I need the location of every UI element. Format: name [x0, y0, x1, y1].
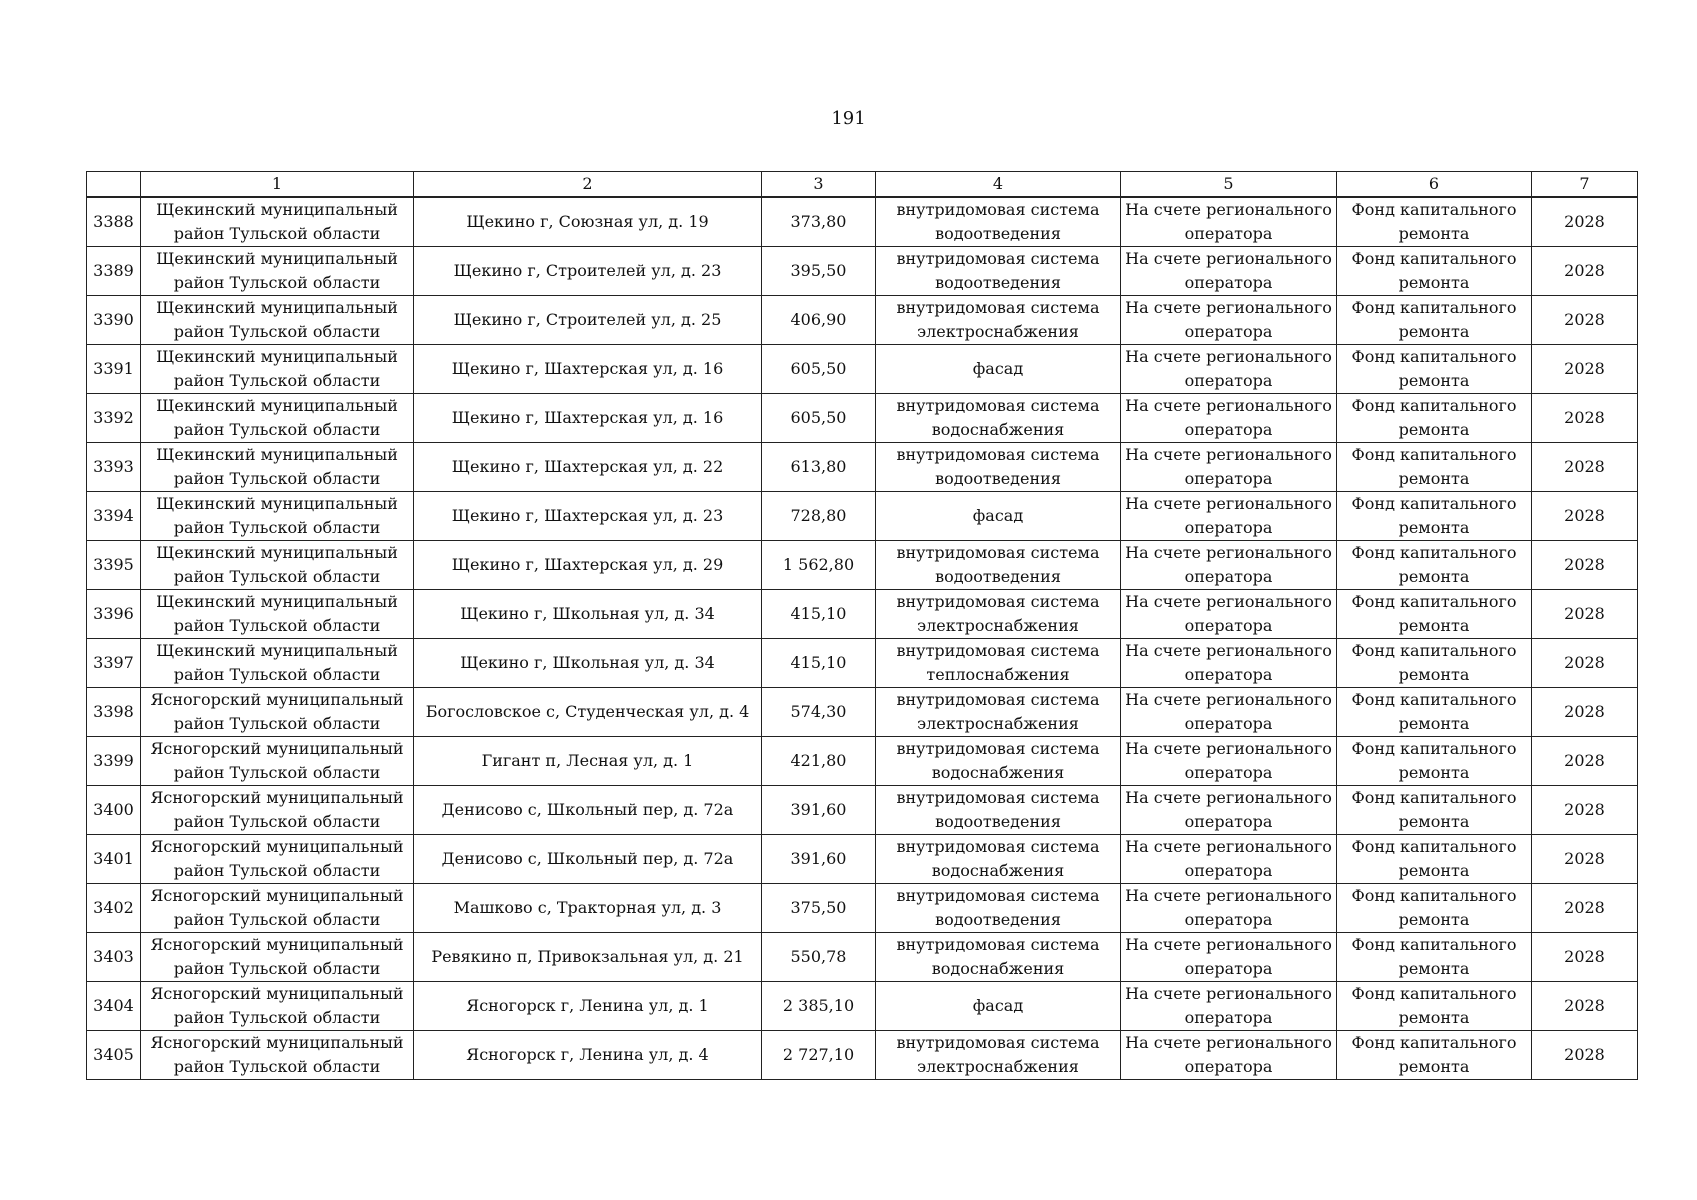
- district-cell: Щекинский муниципальный район Тульской области: [141, 345, 414, 394]
- work-type-cell: фасад: [876, 345, 1121, 394]
- work-type-cell: внутридомовая система электроснабжения: [876, 590, 1121, 639]
- address-cell: Щекино г, Шахтерская ул, д. 22: [414, 443, 762, 492]
- fund-cell: Фонд капитального ремонта: [1337, 443, 1532, 492]
- work-type-cell: внутридомовая система водоотведения: [876, 884, 1121, 933]
- fund-cell: Фонд капитального ремонта: [1337, 247, 1532, 296]
- table-row: [87, 835, 1638, 884]
- district-cell: Щекинский муниципальный район Тульской области: [141, 247, 414, 296]
- header-cell-4: 4: [876, 172, 1121, 198]
- address-cell: Машково с, Тракторная ул, д. 3: [414, 884, 762, 933]
- fund-cell: Фонд капитального ремонта: [1337, 737, 1532, 786]
- page-number: 191: [831, 108, 866, 129]
- address-cell: Ясногорск г, Ленина ул, д. 1: [414, 982, 762, 1031]
- row-number-cell: 3392: [87, 394, 141, 443]
- table-row: [87, 492, 1638, 541]
- fund-cell: Фонд капитального ремонта: [1337, 492, 1532, 541]
- header-cell-7: 7: [1532, 172, 1638, 198]
- row-number-cell: 3404: [87, 982, 141, 1031]
- area-cell: 605,50: [762, 345, 876, 394]
- fund-cell: Фонд капитального ремонта: [1337, 345, 1532, 394]
- row-number-cell: 3390: [87, 296, 141, 345]
- row-number-cell: 3405: [87, 1031, 141, 1080]
- fund-cell: Фонд капитального ремонта: [1337, 884, 1532, 933]
- table-row: [87, 296, 1638, 345]
- row-number-cell: 3394: [87, 492, 141, 541]
- account-cell: На счете регионального оператора: [1121, 394, 1337, 443]
- area-cell: 2 385,10: [762, 982, 876, 1031]
- table-row: [87, 982, 1638, 1031]
- fund-cell: Фонд капитального ремонта: [1337, 1031, 1532, 1080]
- table-row: [87, 933, 1638, 982]
- address-cell: Гигант п, Лесная ул, д. 1: [414, 737, 762, 786]
- header-cell-index: [87, 172, 141, 198]
- year-cell: 2028: [1532, 982, 1638, 1031]
- table-row: [87, 247, 1638, 296]
- area-cell: 550,78: [762, 933, 876, 982]
- district-cell: Ясногорский муниципальный район Тульской области: [141, 835, 414, 884]
- table-row: [87, 345, 1638, 394]
- year-cell: 2028: [1532, 541, 1638, 590]
- work-type-cell: внутридомовая система водоснабжения: [876, 933, 1121, 982]
- address-cell: Щекино г, Шахтерская ул, д. 16: [414, 394, 762, 443]
- address-cell: Щекино г, Строителей ул, д. 25: [414, 296, 762, 345]
- year-cell: 2028: [1532, 688, 1638, 737]
- work-type-cell: фасад: [876, 492, 1121, 541]
- table-row: [87, 688, 1638, 737]
- fund-cell: Фонд капитального ремонта: [1337, 296, 1532, 345]
- district-cell: Щекинский муниципальный район Тульской области: [141, 541, 414, 590]
- work-type-cell: внутридомовая система теплоснабжения: [876, 639, 1121, 688]
- account-cell: На счете регионального оператора: [1121, 345, 1337, 394]
- account-cell: На счете регионального оператора: [1121, 590, 1337, 639]
- work-type-cell: внутридомовая система водоотведения: [876, 443, 1121, 492]
- address-cell: Щекино г, Шахтерская ул, д. 23: [414, 492, 762, 541]
- area-cell: 728,80: [762, 492, 876, 541]
- address-cell: Щекино г, Шахтерская ул, д. 16: [414, 345, 762, 394]
- area-cell: 574,30: [762, 688, 876, 737]
- account-cell: На счете регионального оператора: [1121, 737, 1337, 786]
- year-cell: 2028: [1532, 443, 1638, 492]
- district-cell: Ясногорский муниципальный район Тульской области: [141, 737, 414, 786]
- area-cell: 375,50: [762, 884, 876, 933]
- fund-cell: Фонд капитального ремонта: [1337, 982, 1532, 1031]
- work-type-cell: внутридомовая система водоотведения: [876, 197, 1121, 247]
- work-type-cell: внутридомовая система водоотведения: [876, 541, 1121, 590]
- row-number-cell: 3388: [87, 197, 141, 247]
- account-cell: На счете регионального оператора: [1121, 541, 1337, 590]
- year-cell: 2028: [1532, 884, 1638, 933]
- year-cell: 2028: [1532, 786, 1638, 835]
- account-cell: На счете регионального оператора: [1121, 933, 1337, 982]
- area-cell: 605,50: [762, 394, 876, 443]
- work-type-cell: внутридомовая система электроснабжения: [876, 1031, 1121, 1080]
- district-cell: Щекинский муниципальный район Тульской области: [141, 639, 414, 688]
- account-cell: На счете регионального оператора: [1121, 247, 1337, 296]
- district-cell: Ясногорский муниципальный район Тульской области: [141, 688, 414, 737]
- row-number-cell: 3395: [87, 541, 141, 590]
- year-cell: 2028: [1532, 492, 1638, 541]
- year-cell: 2028: [1532, 639, 1638, 688]
- fund-cell: Фонд капитального ремонта: [1337, 688, 1532, 737]
- area-cell: 391,60: [762, 786, 876, 835]
- work-type-cell: внутридомовая система электроснабжения: [876, 296, 1121, 345]
- column-number-row: [87, 172, 1638, 198]
- year-cell: 2028: [1532, 247, 1638, 296]
- work-type-cell: фасад: [876, 982, 1121, 1031]
- row-number-cell: 3400: [87, 786, 141, 835]
- district-cell: Щекинский муниципальный район Тульской области: [141, 443, 414, 492]
- table-row: [87, 639, 1638, 688]
- account-cell: На счете регионального оператора: [1121, 1031, 1337, 1080]
- work-type-cell: внутридомовая система водоснабжения: [876, 835, 1121, 884]
- account-cell: На счете регионального оператора: [1121, 296, 1337, 345]
- area-cell: 373,80: [762, 197, 876, 247]
- district-cell: Щекинский муниципальный район Тульской области: [141, 394, 414, 443]
- row-number-cell: 3399: [87, 737, 141, 786]
- address-cell: Щекино г, Шахтерская ул, д. 29: [414, 541, 762, 590]
- fund-cell: Фонд капитального ремонта: [1337, 590, 1532, 639]
- row-number-cell: 3393: [87, 443, 141, 492]
- area-cell: 391,60: [762, 835, 876, 884]
- area-cell: 415,10: [762, 590, 876, 639]
- table-row: [87, 884, 1638, 933]
- table-body: [87, 197, 1638, 1080]
- account-cell: На счете регионального оператора: [1121, 639, 1337, 688]
- capital-repair-table: [86, 171, 1638, 1080]
- header-cell-6: 6: [1337, 172, 1532, 198]
- year-cell: 2028: [1532, 737, 1638, 786]
- address-cell: Щекино г, Школьная ул, д. 34: [414, 639, 762, 688]
- district-cell: Ясногорский муниципальный район Тульской области: [141, 933, 414, 982]
- district-cell: Щекинский муниципальный район Тульской области: [141, 296, 414, 345]
- area-cell: 406,90: [762, 296, 876, 345]
- row-number-cell: 3397: [87, 639, 141, 688]
- district-cell: Ясногорский муниципальный район Тульской области: [141, 884, 414, 933]
- year-cell: 2028: [1532, 197, 1638, 247]
- address-cell: Щекино г, Школьная ул, д. 34: [414, 590, 762, 639]
- account-cell: На счете регионального оператора: [1121, 197, 1337, 247]
- header-cell-1: 1: [141, 172, 414, 198]
- district-cell: Ясногорский муниципальный район Тульской области: [141, 1031, 414, 1080]
- address-cell: Денисово с, Школьный пер, д. 72а: [414, 786, 762, 835]
- area-cell: 1 562,80: [762, 541, 876, 590]
- account-cell: На счете регионального оператора: [1121, 786, 1337, 835]
- year-cell: 2028: [1532, 590, 1638, 639]
- table-row: [87, 197, 1638, 247]
- year-cell: 2028: [1532, 1031, 1638, 1080]
- row-number-cell: 3401: [87, 835, 141, 884]
- account-cell: На счете регионального оператора: [1121, 982, 1337, 1031]
- work-type-cell: внутридомовая система водоснабжения: [876, 394, 1121, 443]
- account-cell: На счете регионального оператора: [1121, 492, 1337, 541]
- area-cell: 2 727,10: [762, 1031, 876, 1080]
- address-cell: Денисово с, Школьный пер, д. 72а: [414, 835, 762, 884]
- address-cell: Щекино г, Строителей ул, д. 23: [414, 247, 762, 296]
- work-type-cell: внутридомовая система водоотведения: [876, 247, 1121, 296]
- table-row: [87, 394, 1638, 443]
- year-cell: 2028: [1532, 394, 1638, 443]
- fund-cell: Фонд капитального ремонта: [1337, 835, 1532, 884]
- account-cell: На счете регионального оператора: [1121, 835, 1337, 884]
- area-cell: 421,80: [762, 737, 876, 786]
- fund-cell: Фонд капитального ремонта: [1337, 786, 1532, 835]
- account-cell: На счете регионального оператора: [1121, 688, 1337, 737]
- district-cell: Ясногорский муниципальный район Тульской области: [141, 982, 414, 1031]
- year-cell: 2028: [1532, 835, 1638, 884]
- table-header: [87, 172, 1638, 198]
- header-cell-2: 2: [414, 172, 762, 198]
- account-cell: На счете регионального оператора: [1121, 443, 1337, 492]
- year-cell: 2028: [1532, 345, 1638, 394]
- header-cell-3: 3: [762, 172, 876, 198]
- header-cell-5: 5: [1121, 172, 1337, 198]
- district-cell: Щекинский муниципальный район Тульской области: [141, 197, 414, 247]
- fund-cell: Фонд капитального ремонта: [1337, 933, 1532, 982]
- district-cell: Щекинский муниципальный район Тульской области: [141, 492, 414, 541]
- table-row: [87, 786, 1638, 835]
- work-type-cell: внутридомовая система водоснабжения: [876, 737, 1121, 786]
- fund-cell: Фонд капитального ремонта: [1337, 394, 1532, 443]
- row-number-cell: 3398: [87, 688, 141, 737]
- year-cell: 2028: [1532, 933, 1638, 982]
- area-cell: 395,50: [762, 247, 876, 296]
- account-cell: На счете регионального оператора: [1121, 884, 1337, 933]
- row-number-cell: 3403: [87, 933, 141, 982]
- row-number-cell: 3396: [87, 590, 141, 639]
- table-row: [87, 1031, 1638, 1080]
- area-cell: 415,10: [762, 639, 876, 688]
- row-number-cell: 3391: [87, 345, 141, 394]
- fund-cell: Фонд капитального ремонта: [1337, 639, 1532, 688]
- table-row: [87, 443, 1638, 492]
- table-row: [87, 590, 1638, 639]
- address-cell: Ревякино п, Привокзальная ул, д. 21: [414, 933, 762, 982]
- fund-cell: Фонд капитального ремонта: [1337, 197, 1532, 247]
- row-number-cell: 3402: [87, 884, 141, 933]
- work-type-cell: внутридомовая система водоотведения: [876, 786, 1121, 835]
- district-cell: Щекинский муниципальный район Тульской области: [141, 590, 414, 639]
- address-cell: Щекино г, Союзная ул, д. 19: [414, 197, 762, 247]
- year-cell: 2028: [1532, 296, 1638, 345]
- fund-cell: Фонд капитального ремонта: [1337, 541, 1532, 590]
- table-row: [87, 737, 1638, 786]
- work-type-cell: внутридомовая система электроснабжения: [876, 688, 1121, 737]
- address-cell: Богословское с, Студенческая ул, д. 4: [414, 688, 762, 737]
- district-cell: Ясногорский муниципальный район Тульской области: [141, 786, 414, 835]
- table-row: [87, 541, 1638, 590]
- area-cell: 613,80: [762, 443, 876, 492]
- address-cell: Ясногорск г, Ленина ул, д. 4: [414, 1031, 762, 1080]
- row-number-cell: 3389: [87, 247, 141, 296]
